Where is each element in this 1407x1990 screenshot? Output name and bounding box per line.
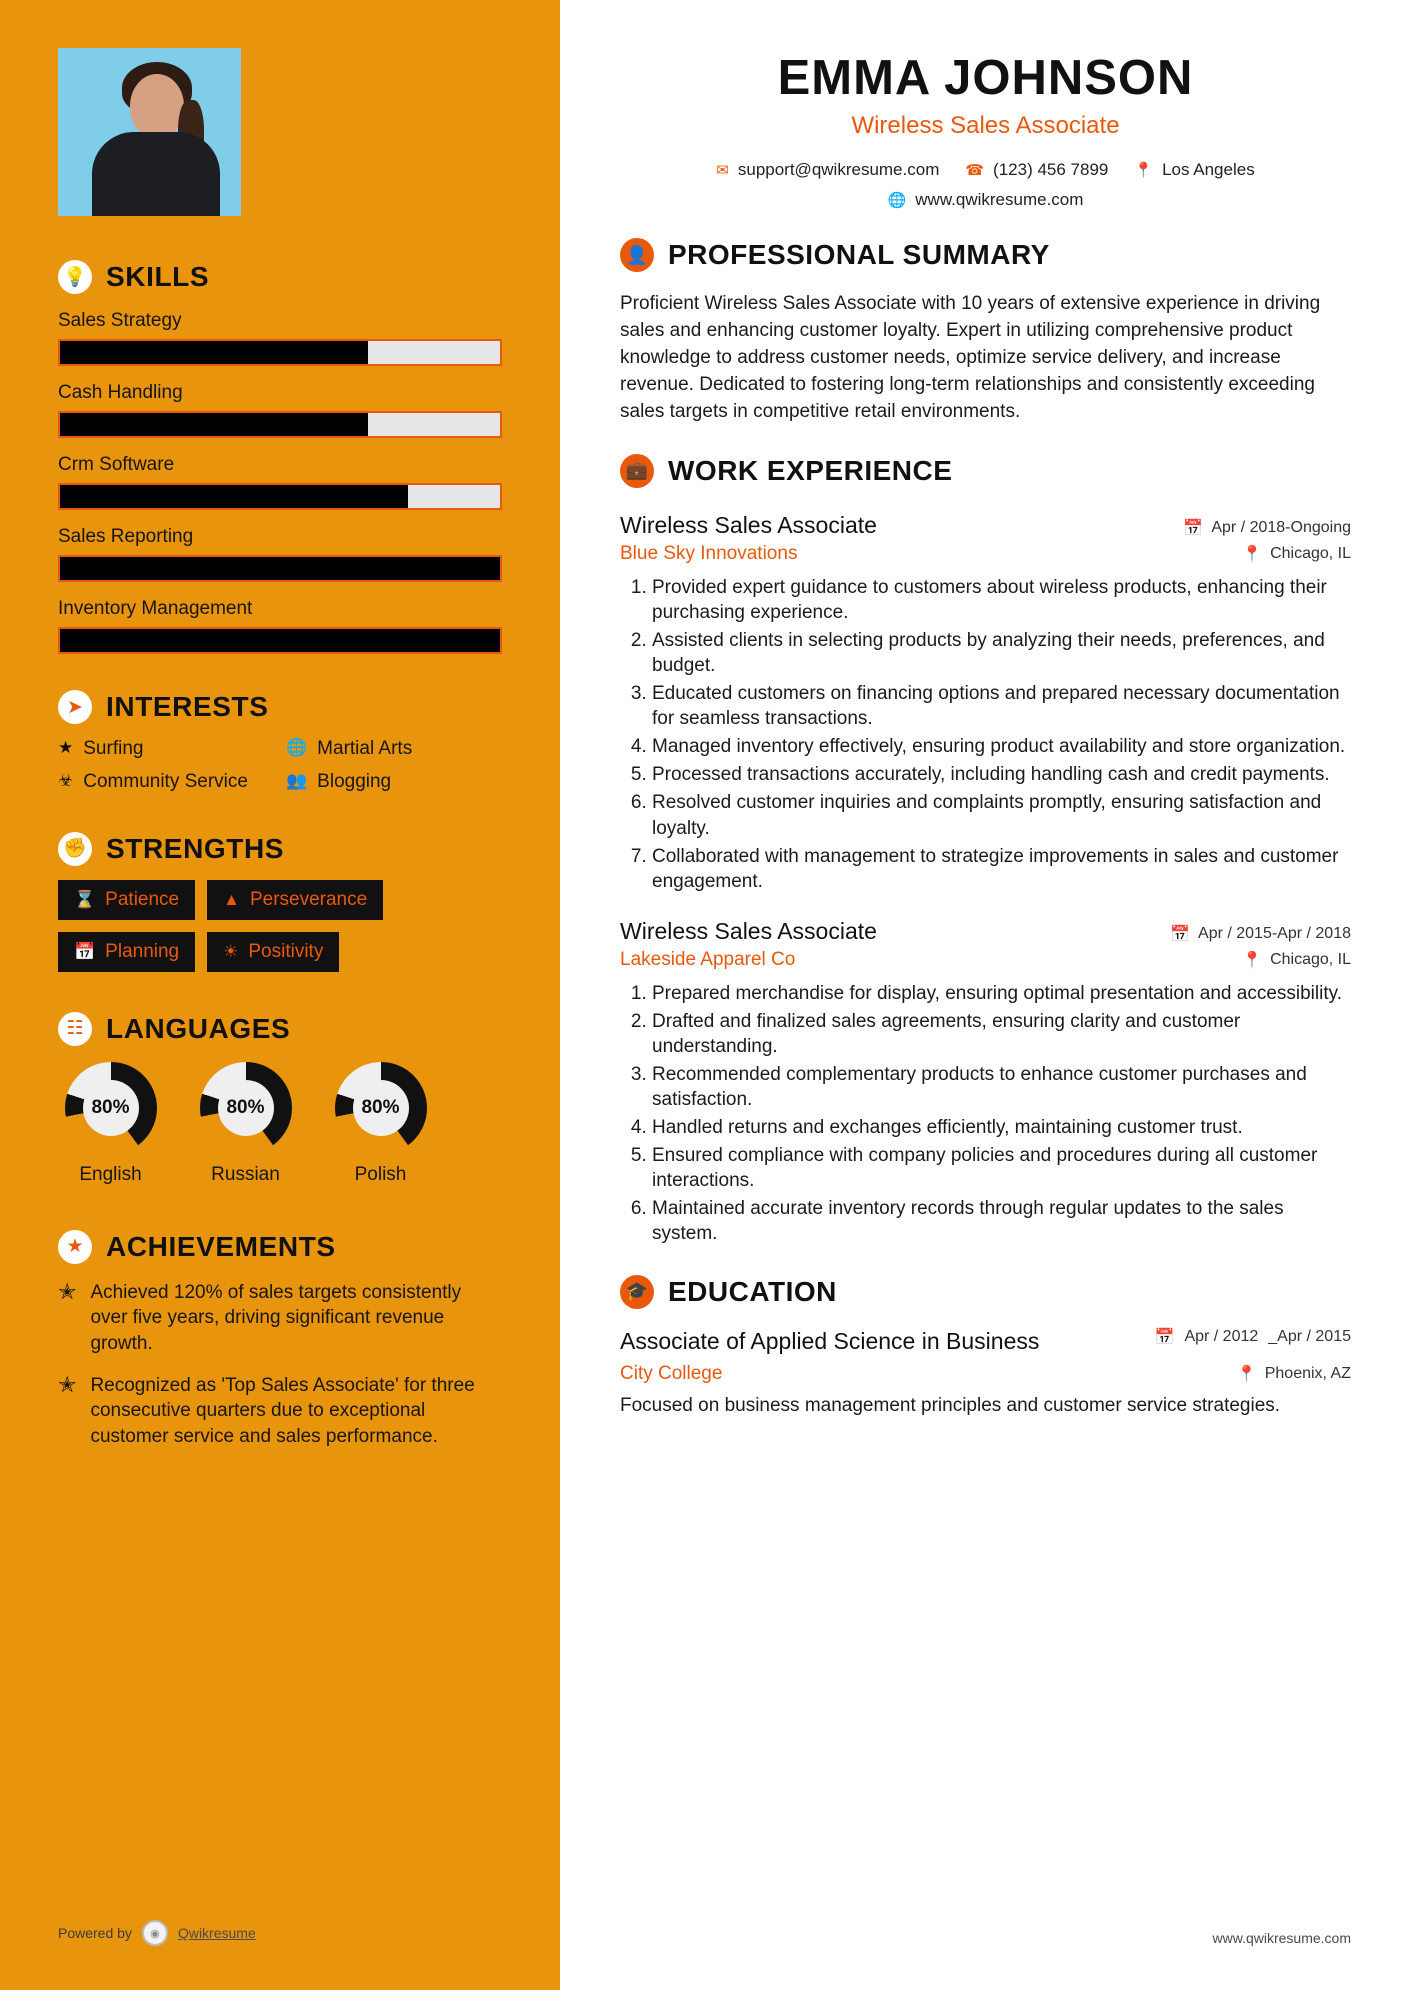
skill-bar (58, 411, 502, 438)
contact-website-text: www.qwikresume.com (915, 190, 1084, 209)
experience-section (620, 454, 1351, 1247)
skill-bar-fill (60, 413, 368, 436)
interest-label: Community Service (83, 770, 248, 792)
lightbulb-icon: 💡 (58, 260, 92, 294)
skill-bar (58, 483, 502, 510)
education-heading (620, 1275, 1351, 1309)
skill-label: Crm Software (58, 454, 175, 475)
main-content (560, 0, 1407, 1990)
education-end: _Apr / 2015 (1268, 1327, 1351, 1345)
skill-bar-fill (60, 557, 500, 580)
summary-text: Proficient Wireless Sales Associate with 10 years of extensive experience in driving sales and enhancing customer loyalty. Expert in utilizing comprehensive product knowledge to address customer needs, optimize service delivery, and increase revenue. Dedicated to fostering long-term relationships and consistently exceeding sales targets in competitive retail environments. (620, 293, 1321, 422)
graduation-cap-icon: 🎓 (620, 1275, 654, 1309)
job-bullet: 6. Resolved customer inquiries and complaints promptly, ensuring satisfaction and loyalty. (652, 790, 1351, 840)
hand-heart-icon: ☣ (58, 770, 74, 790)
star-flag-icon: ✭ (58, 1371, 77, 1397)
language-gauge (335, 1062, 427, 1154)
interest-label: Surfing (83, 738, 144, 759)
contact-location-text: Los Angeles (1162, 160, 1255, 179)
job-location-text: Chicago, IL (1270, 544, 1351, 562)
powered-by-label: Powered by (58, 1925, 132, 1941)
job-location (1242, 950, 1351, 970)
job-bullet: 5. Ensured compliance with company policies and procedures during all customer interactions. (652, 1143, 1351, 1193)
interest-item (58, 771, 274, 794)
skill-label: Inventory Management (58, 598, 253, 619)
experience-heading (620, 454, 1351, 488)
job-bullet: 4. Managed inventory effectively, ensuring product availability and store organization. (652, 734, 1351, 759)
achievement-item (58, 1280, 502, 1357)
strength-chip (207, 880, 383, 920)
job-bullet: 1. Provided expert guidance to customers about wireless products, enhancing their purchasing experience. (652, 575, 1351, 625)
skill-bar-fill (60, 341, 368, 364)
globe-icon: 🌐 (887, 192, 907, 209)
interest-item (286, 738, 502, 761)
calendar-icon: 📅 (1170, 925, 1191, 943)
skill-item (58, 310, 502, 366)
sun-icon: ☀ (223, 941, 239, 961)
strength-label: Patience (105, 888, 180, 910)
skill-bar (58, 555, 502, 582)
job-title: Wireless Sales Associate (620, 511, 877, 538)
job-bullet: 2. Assisted clients in selecting products by analyzing their needs, preferences, and budget. (652, 628, 1351, 678)
qwikresume-brand-link[interactable]: Qwikresume (177, 1925, 256, 1941)
strength-label: Planning (105, 940, 180, 962)
avatar-head (130, 74, 184, 138)
qwikresume-logo-icon: ◉ (142, 1920, 168, 1946)
hourglass-icon: ⌛ (74, 889, 96, 909)
map-pin-icon: 📍 (1242, 545, 1263, 563)
skill-bar (58, 627, 502, 654)
job-bullet: 5. Processed transactions accurately, including handling cash and credit payments. (652, 762, 1351, 787)
skill-item (58, 526, 502, 582)
contact-website[interactable] (888, 190, 1084, 210)
strength-label: Perseverance (249, 888, 368, 910)
paper-plane-icon: ➤ (58, 690, 92, 724)
job-bullet: 2. Drafted and finalized sales agreements, ensuring clarity and customer understanding. (652, 1009, 1351, 1059)
contact-phone-text: (123) 456 7899 (993, 160, 1109, 179)
contact-email-text: support@qwikresume.com (737, 160, 940, 179)
skills-section (58, 260, 502, 654)
powered-by (58, 1920, 256, 1946)
candidate-role: Wireless Sales Associate (851, 112, 1120, 139)
job-bullet: 1. Prepared merchandise for display, ensuring optimal presentation and accessibility. (652, 981, 1351, 1006)
globe-icon: 🌐 (286, 738, 308, 757)
job-bullet: 3. Educated customers on financing options and prepared necessary documentation for seamless transactions. (652, 681, 1351, 731)
language-gauge (65, 1062, 157, 1154)
job-company: Blue Sky Innovations (620, 542, 798, 564)
job-company: Lakeside Apparel Co (620, 948, 796, 970)
interests-title: INTERESTS (106, 691, 269, 722)
strengths-heading (58, 832, 502, 866)
education-start: Apr / 2012 (1184, 1327, 1259, 1345)
job-bullet: 4. Handled returns and exchanges efficiently, maintaining customer trust. (652, 1115, 1351, 1140)
language-value: 80% (353, 1080, 409, 1136)
job-bullets (620, 981, 1351, 1247)
id-card-icon: ☷ (58, 1012, 92, 1046)
strength-chip (58, 932, 195, 972)
achievement-text: Recognized as 'Top Sales Associate' for three consecutive quarters due to exceptional customer service and sales performance. (90, 1374, 475, 1447)
job-bullet: 6. Maintained accurate inventory records through regular updates to the sales system. (652, 1196, 1351, 1246)
contact-row-website (620, 190, 1351, 210)
summary-title: PROFESSIONAL SUMMARY (668, 239, 1050, 270)
skill-label: Sales Strategy (58, 310, 182, 331)
avatar-body (92, 132, 220, 216)
calendar-icon: 📅 (74, 941, 96, 961)
star-badge-icon: ★ (58, 1230, 92, 1264)
interest-label: Blogging (317, 770, 392, 792)
interests-heading (58, 690, 502, 724)
map-pin-icon: 📍 (1242, 951, 1263, 969)
achievements-section (58, 1230, 502, 1450)
mountain-icon: ▲ (223, 889, 240, 909)
calendar-icon: 📅 (1183, 519, 1204, 537)
job-bullet: 7. Collaborated with management to strategize improvements in sales and customer engagement. (652, 844, 1351, 894)
interests-section (58, 690, 502, 794)
sidebar (0, 0, 560, 1990)
skill-bar (58, 339, 502, 366)
contact-row-primary (620, 160, 1351, 180)
map-pin-icon: 📍 (1236, 1366, 1257, 1384)
candidate-name: EMMA JOHNSON (777, 51, 1194, 105)
language-item (58, 1062, 163, 1186)
education-description: Focused on business management principles and customer service strategies. (620, 1395, 1281, 1417)
education-dates (1155, 1327, 1351, 1347)
interest-item (58, 738, 274, 761)
phone-icon: ☎ (965, 162, 985, 179)
strength-chip (58, 880, 195, 920)
strength-chip (207, 932, 339, 972)
job-dates-text: Apr / 2015-Apr / 2018 (1198, 924, 1351, 942)
star-icon: ★ (58, 738, 74, 757)
skill-label: Sales Reporting (58, 526, 194, 547)
skill-bar-fill (60, 629, 500, 652)
strengths-title: STRENGTHS (106, 832, 285, 864)
education-degree: Associate of Applied Science in Business (620, 1327, 1040, 1354)
language-item (328, 1062, 433, 1186)
footer-website: www.qwikresume.com (1212, 1930, 1351, 1946)
education-title: EDUCATION (668, 1275, 837, 1307)
map-pin-icon: 📍 (1134, 162, 1154, 179)
envelope-icon: ✉ (716, 162, 729, 179)
skills-heading (58, 260, 502, 294)
education-section (620, 1275, 1351, 1420)
strength-label: Positivity (248, 940, 324, 962)
languages-heading (58, 1012, 502, 1046)
job-location (1242, 544, 1351, 564)
experience-title: WORK EXPERIENCE (668, 454, 953, 486)
job-bullets (620, 575, 1351, 894)
language-label: English (79, 1163, 142, 1185)
contact-email[interactable] (716, 160, 939, 180)
contact-phone[interactable] (965, 160, 1108, 180)
language-label: Russian (211, 1163, 280, 1185)
job-bullet: 3. Recommended complementary products to enhance customer purchases and satisfaction. (652, 1062, 1351, 1112)
skill-item (58, 382, 502, 438)
achievement-item (58, 1373, 502, 1450)
education-location (1237, 1364, 1351, 1384)
achievements-heading (58, 1230, 502, 1264)
language-value: 80% (218, 1080, 274, 1136)
job-dates (1170, 924, 1351, 944)
summary-heading (620, 238, 1351, 272)
interest-item (286, 771, 502, 794)
job-dates (1183, 518, 1351, 538)
skill-item (58, 598, 502, 654)
language-value: 80% (83, 1080, 139, 1136)
calendar-icon: 📅 (1154, 1328, 1175, 1346)
language-label: Polish (354, 1163, 407, 1185)
experience-item (620, 512, 1351, 894)
education-item (620, 1327, 1351, 1420)
job-location-text: Chicago, IL (1270, 950, 1351, 968)
education-school: City College (620, 1363, 723, 1385)
achievements-title: ACHIEVEMENTS (106, 1230, 336, 1262)
contact-location (1134, 160, 1254, 180)
job-dates-text: Apr / 2018-Ongoing (1211, 518, 1351, 536)
skill-item (58, 454, 502, 510)
experience-item (620, 918, 1351, 1247)
achievement-text: Achieved 120% of sales targets consistently over five years, driving significant revenue growth. (90, 1281, 462, 1354)
fist-icon: ✊ (58, 832, 92, 866)
people-icon: 👥 (286, 770, 308, 790)
user-circle-icon: 👤 (620, 238, 654, 272)
skill-label: Cash Handling (58, 382, 183, 403)
languages-title: LANGUAGES (106, 1012, 291, 1044)
star-flag-icon: ✭ (58, 1278, 77, 1304)
strengths-section (58, 832, 502, 972)
job-title: Wireless Sales Associate (620, 917, 877, 944)
skills-title: SKILLS (106, 261, 210, 292)
language-gauge (200, 1062, 292, 1154)
interest-label: Martial Arts (317, 738, 413, 759)
summary-section (620, 238, 1351, 426)
language-item (193, 1062, 298, 1186)
skill-bar-fill (60, 485, 408, 508)
languages-section (58, 1012, 502, 1186)
education-location-text: Phoenix, AZ (1264, 1365, 1351, 1383)
avatar (58, 48, 241, 216)
briefcase-icon: 💼 (620, 454, 654, 488)
